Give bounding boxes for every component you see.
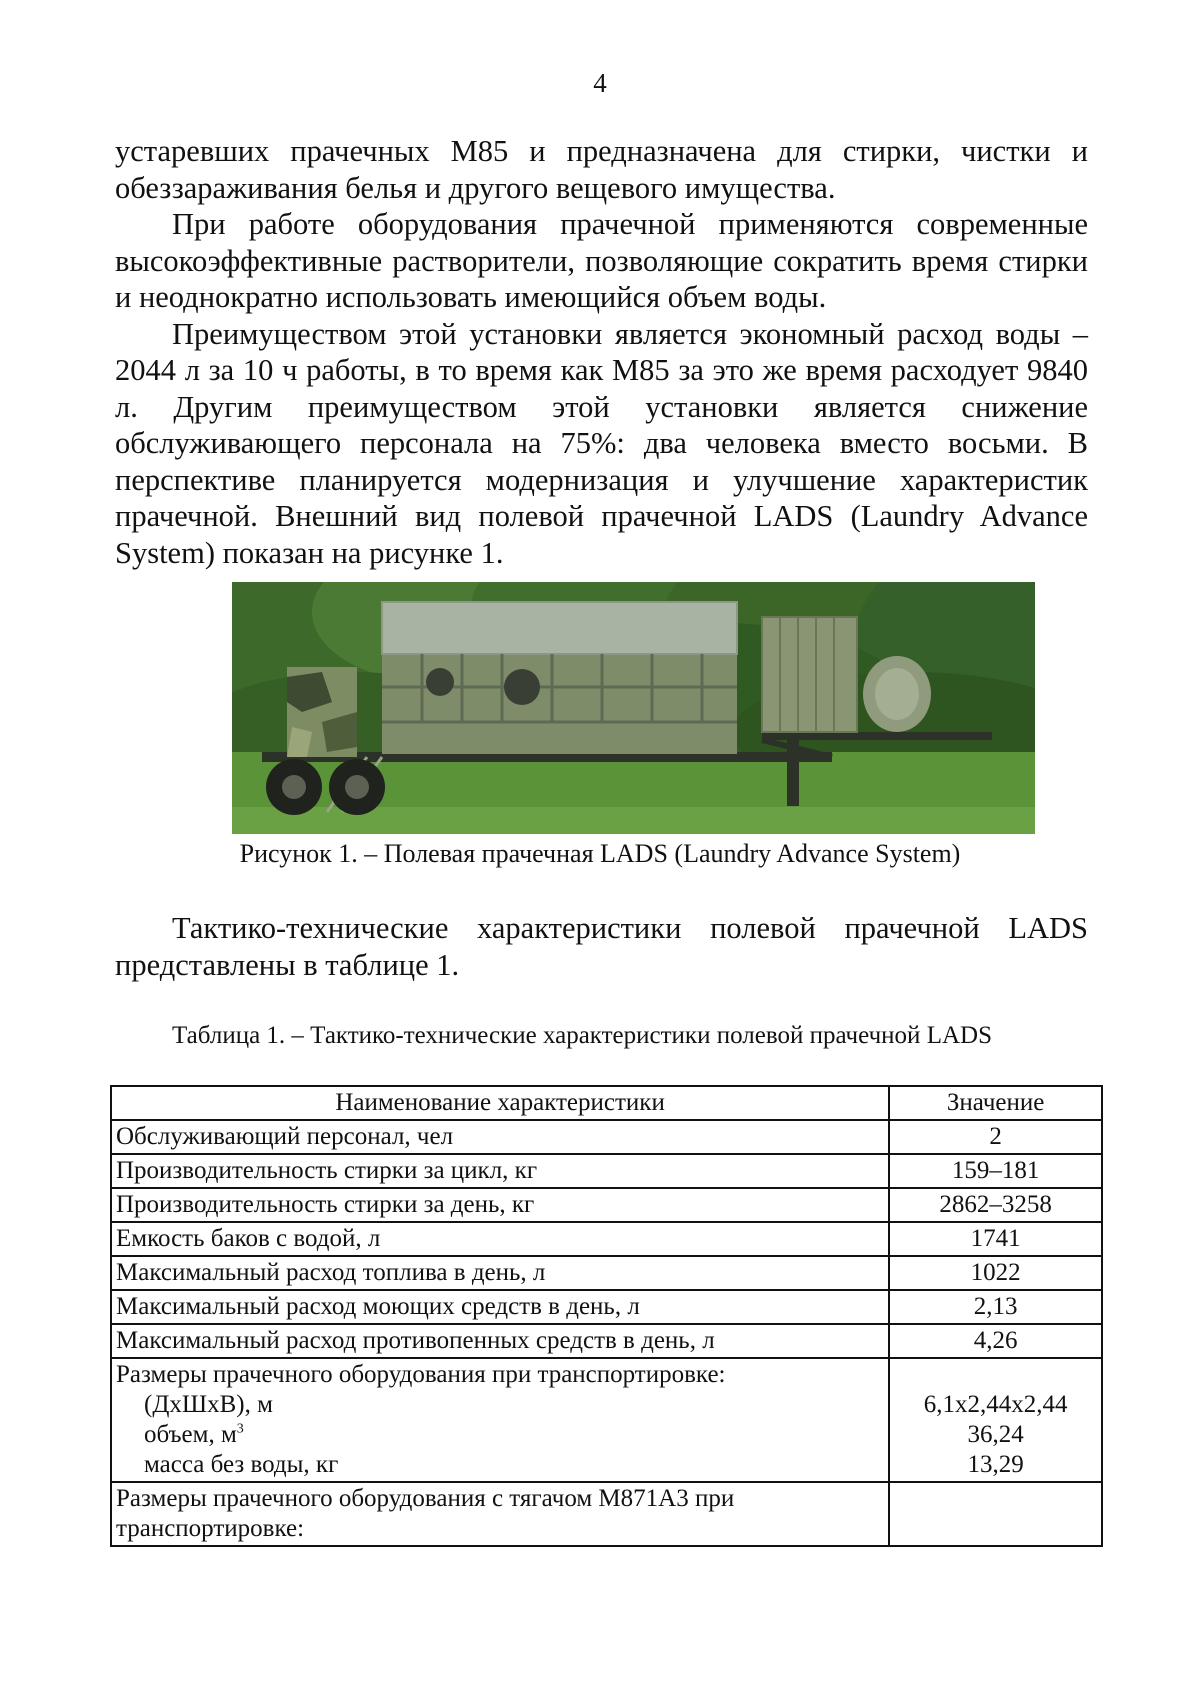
dimensions-title: Размеры прачечного оборудования при транспортировке: bbox=[116, 1361, 726, 1388]
table-row bbox=[111, 1222, 1102, 1256]
table-row bbox=[111, 1256, 1102, 1290]
dimensions-sub-3: масса без воды, кг bbox=[144, 1451, 339, 1478]
figure-lads-photo bbox=[232, 582, 1035, 834]
row-name: Максимальный расход моющих средств в день, л bbox=[111, 1290, 889, 1324]
table-title-text: Таблица 1. – Тактико-технические характеристики полевой прачечной LADS bbox=[172, 1022, 992, 1049]
table-title bbox=[115, 1021, 1088, 1051]
row-value: 159–181 bbox=[889, 1154, 1102, 1188]
paragraph-3: Преимуществом этой установки является экономный расход воды – 2044 л за 10 ч работы, в то время как М85 за это же время расходует 9840 л. Другим преимуществом этой установки является снижение обслуживающего персонала на 75%: два человека вместо восьми. В перспективе планируется модернизация и улучшение характеристик прачечной. Внешний вид полевой прачечной LADS (Laundry Advance System) показан на рисунке 1. bbox=[115, 316, 1088, 570]
table-row bbox=[111, 1290, 1102, 1324]
specs-table bbox=[110, 1085, 1103, 1547]
row-value: 2862–3258 bbox=[889, 1188, 1102, 1222]
table-row-dimensions bbox=[111, 1358, 1102, 1482]
row-value: 2 bbox=[889, 1120, 1102, 1154]
dimensions-sub-2 bbox=[116, 1420, 884, 1450]
row-value bbox=[889, 1482, 1102, 1546]
row-value: 1022 bbox=[889, 1256, 1102, 1290]
dimensions-cell bbox=[111, 1358, 889, 1482]
row-value: 1741 bbox=[889, 1222, 1102, 1256]
table-row bbox=[111, 1120, 1102, 1154]
table-intro bbox=[115, 910, 1088, 984]
dimensions-sub-1: (ДхШхВ), м bbox=[144, 1391, 273, 1418]
dimensions-value-1: 6,1x2,44x2,44 bbox=[923, 1391, 1068, 1418]
row-value: 2,13 bbox=[889, 1290, 1102, 1324]
dimensions-value-3: 13,29 bbox=[967, 1451, 1024, 1478]
row-name: Максимальный расход топлива в день, л bbox=[111, 1256, 889, 1290]
header-value: Значение bbox=[889, 1086, 1102, 1120]
row-name: Обслуживающий персонал, чел bbox=[111, 1120, 889, 1154]
canvas-roof bbox=[382, 602, 737, 654]
page-number: 4 bbox=[593, 68, 607, 98]
table-header-row bbox=[111, 1086, 1102, 1120]
volume-exponent: 3 bbox=[236, 1421, 244, 1437]
table-row-tractor bbox=[111, 1482, 1102, 1546]
row-name: Максимальный расход противопенных средств в день, л bbox=[111, 1324, 889, 1358]
volume-label: объем, м bbox=[144, 1421, 237, 1448]
header-name: Наименование характеристики bbox=[111, 1086, 889, 1120]
dimensions-value-2: 36,24 bbox=[967, 1421, 1024, 1448]
paragraph-2: При работе оборудования прачечной применяются современные высокоэффективные растворители, позволяющие сократить время стирки и неоднократно использовать имеющийся объем воды. bbox=[115, 207, 1088, 314]
table-row bbox=[111, 1154, 1102, 1188]
table-intro-text: Тактико-технические характеристики полевой прачечной LADS представлены в таблице 1. bbox=[115, 911, 1088, 982]
row-name: Производительность стирки за день, кг bbox=[111, 1188, 889, 1222]
table-row bbox=[111, 1324, 1102, 1358]
row-name: Производительность стирки за цикл, кг bbox=[111, 1154, 889, 1188]
paragraph-1: устаревших прачечных М85 и предназначена для стирки, чистки и обеззараживания белья и другого вещевого имущества. bbox=[115, 134, 1088, 205]
small-container bbox=[762, 617, 857, 732]
table-row bbox=[111, 1188, 1102, 1222]
figure-caption: Рисунок 1. – Полевая прачечная LADS (Laundry Advance System) bbox=[239, 839, 961, 868]
main-container bbox=[382, 642, 737, 754]
dimensions-values bbox=[889, 1358, 1102, 1482]
row-name: Размеры прачечного оборудования с тягачом М871А3 при транспортировке: bbox=[111, 1482, 889, 1546]
row-value: 4,26 bbox=[889, 1324, 1102, 1358]
lads-trailer-illustration bbox=[232, 582, 1035, 834]
row-name: Емкость баков с водой, л bbox=[111, 1222, 889, 1256]
body-text bbox=[115, 133, 1088, 571]
